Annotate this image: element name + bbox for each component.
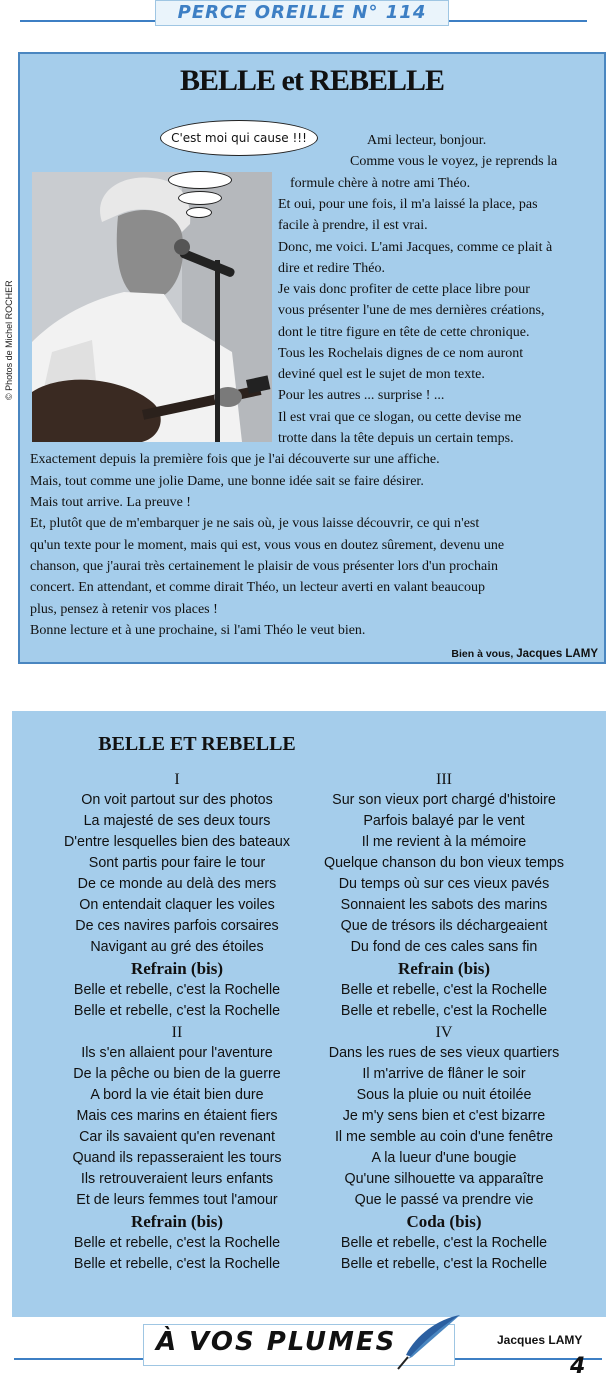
article-line: Bonne lecture et à une prochaine, si l'ami Théo le veut bien. — [30, 623, 366, 638]
article-line: Et oui, pour une fois, il m'a laissé la place, pas — [278, 197, 538, 212]
poem-line: Du temps où sur ces vieux pavés — [338, 876, 550, 892]
article-line: facile à prendre, il est vrai. — [278, 218, 428, 233]
poem-line: De la pêche ou bien de la guerre — [73, 1066, 281, 1082]
poem-line: De ce monde au delà des mers — [77, 876, 277, 892]
refrain-heading: Refrain (bis) — [397, 959, 491, 978]
page-header — [0, 0, 615, 28]
thought-dot — [178, 191, 222, 205]
section-banner — [143, 1324, 455, 1366]
article-line: Comme vous le voyez, je reprends la — [350, 154, 558, 169]
article-signoff — [451, 648, 598, 660]
magazine-issue-title: PERCE OREILLE N° 114 — [155, 0, 449, 26]
poem-line: De ces navires parfois corsaires — [75, 918, 279, 934]
poem-line: Sous la pluie ou nuit étoilée — [356, 1087, 532, 1103]
poem-line: On voit partout sur des photos — [81, 792, 273, 808]
article-line: Il est vrai que ce slogan, ou cette devise me — [278, 410, 522, 425]
poem-line: Que de trésors ils déchargeaient — [340, 918, 548, 934]
photo-credit: © Photos de Michel ROCHER — [4, 280, 14, 400]
poem-line: Belle et rebelle, c'est la Rochelle — [73, 1256, 281, 1272]
poem-title: BELLE ET REBELLE — [98, 733, 296, 755]
article-line: Ami lecteur, bonjour. — [367, 133, 487, 148]
poem-line: Sont partis pour faire le tour — [88, 855, 266, 871]
article-line: deviné quel est le sujet de mon texte. — [278, 367, 485, 382]
refrain-heading: Coda (bis) — [406, 1212, 482, 1231]
footer-rule-left — [14, 1358, 144, 1360]
poem-line: A la lueur d'une bougie — [371, 1150, 517, 1166]
poem-line: Du fond de ces cales sans fin — [350, 939, 538, 955]
article-line: Tous les Rochelais dignes de ce nom auront — [278, 346, 524, 361]
article-line: qu'un texte pour le moment, mais qui est, vous vous en doutez sûrement, devenu une — [30, 538, 505, 553]
poem-line: Belle et rebelle, c'est la Rochelle — [73, 1003, 281, 1019]
poem-line: Belle et rebelle, c'est la Rochelle — [340, 1256, 548, 1272]
poem-line: Ils retrouveraient leurs enfants — [80, 1171, 274, 1187]
poem-line: Belle et rebelle, c'est la Rochelle — [73, 1235, 281, 1251]
article-line: plus, pensez à retenir vos places ! — [30, 602, 218, 617]
poem-line: Belle et rebelle, c'est la Rochelle — [73, 982, 281, 998]
poem-line: A bord la vie était bien dure — [90, 1087, 264, 1103]
poem-line: Il me semble au coin d'une fenêtre — [334, 1129, 554, 1145]
poem-line: Quelque chanson du bon vieux temps — [323, 855, 565, 871]
thought-dot — [168, 171, 232, 189]
poem-line: Que le passé va prendre vie — [354, 1192, 534, 1208]
article-line: Exactement depuis la première fois que je l'ai découverte sur une affiche. — [30, 452, 440, 467]
poem-line: Je m'y sens bien et c'est bizarre — [342, 1108, 546, 1124]
signoff-name: Jacques LAMY — [516, 648, 598, 660]
speech-bubble: C'est moi qui cause !!! — [160, 120, 318, 156]
article-line: formule chère à notre ami Théo. — [290, 176, 471, 191]
verse-number: II — [171, 1024, 183, 1041]
article-line: dont le titre figure en tête de cette chronique. — [278, 325, 530, 340]
article-line: vous présenter l'une de mes dernières créations, — [278, 303, 545, 318]
section-title: À VOS PLUMES — [156, 1327, 397, 1357]
verse-number: IV — [435, 1024, 453, 1041]
poem-line: Ils s'en allaient pour l'aventure — [81, 1045, 273, 1061]
header-rule-left — [20, 20, 155, 22]
article-line: Pour les autres ... surprise ! ... — [278, 388, 445, 403]
poem-line: Il m'arrive de flâner le soir — [362, 1066, 526, 1082]
article-line: chanson, que j'aurai très certainement le plaisir de vous présenter lors d'un prochain — [30, 559, 499, 574]
poem-panel — [12, 711, 606, 1317]
verse-number: III — [436, 771, 452, 788]
header-rule-right — [447, 20, 587, 22]
article-line: Mais tout arrive. La preuve ! — [30, 495, 191, 510]
article-line: dire et redire Théo. — [278, 261, 386, 276]
refrain-heading: Refrain (bis) — [130, 959, 224, 978]
thought-dot — [186, 207, 212, 218]
poem-line: La majesté de ses deux tours — [83, 813, 271, 829]
poem-author: Jacques LAMY — [497, 1333, 583, 1347]
poem-line: Mais ces marins en étaient fiers — [76, 1108, 278, 1124]
article-line: Donc, me voici. L'ami Jacques, comme ce plait à — [278, 240, 553, 255]
poem-line: Qu'une silhouette va apparaître — [344, 1171, 544, 1187]
poem-line: Car ils savaient qu'en revenant — [79, 1129, 275, 1145]
article-line: Je vais donc profiter de cette place libre pour — [278, 282, 530, 297]
article-line: Et, plutôt que de m'embarquer je ne sais où, je vous laisse découvrir, ce qui n'est — [30, 516, 480, 531]
poem-line: Navigant au gré des étoiles — [90, 939, 264, 955]
poem-line: Quand ils repasseraient les tours — [72, 1150, 282, 1166]
article-line: trotte dans la tête depuis un certain temps. — [278, 431, 514, 446]
article-title: BELLE et REBELLE — [179, 64, 445, 97]
poem-line: Belle et rebelle, c'est la Rochelle — [340, 982, 548, 998]
refrain-heading: Refrain (bis) — [130, 1212, 224, 1231]
poem-line: Sonnaient les sabots des marins — [340, 897, 548, 913]
page-number: 4 — [570, 1354, 586, 1379]
poem-column-right — [299, 769, 589, 1275]
poem-line: Sur son vieux port chargé d'histoire — [332, 792, 556, 808]
poem-line: D'entre lesquelles bien des bateaux — [63, 834, 291, 850]
poem-line: Belle et rebelle, c'est la Rochelle — [340, 1003, 548, 1019]
quill-icon — [394, 1313, 464, 1371]
poem-line: Il me revient à la mémoire — [361, 834, 527, 850]
article-line: Mais, tout comme une jolie Dame, une bonne idée sait se faire désirer. — [30, 474, 424, 489]
poem-column-left — [32, 769, 322, 1275]
poem-line: Dans les rues de ses vieux quartiers — [328, 1045, 560, 1061]
singer-photo — [32, 152, 272, 442]
poem-line: On entendait claquer les voiles — [79, 897, 275, 913]
poem-line: Belle et rebelle, c'est la Rochelle — [340, 1235, 548, 1251]
article-panel — [18, 52, 606, 664]
signoff-prefix: Bien à vous, — [451, 648, 514, 660]
poem-line: Parfois balayé par le vent — [363, 813, 525, 829]
article-line: concert. En attendant, et comme dirait Théo, un lecteur averti en valant beaucoup — [30, 580, 485, 595]
verse-number: I — [174, 771, 180, 788]
poem-line: Et de leurs femmes tout l'amour — [76, 1192, 278, 1208]
